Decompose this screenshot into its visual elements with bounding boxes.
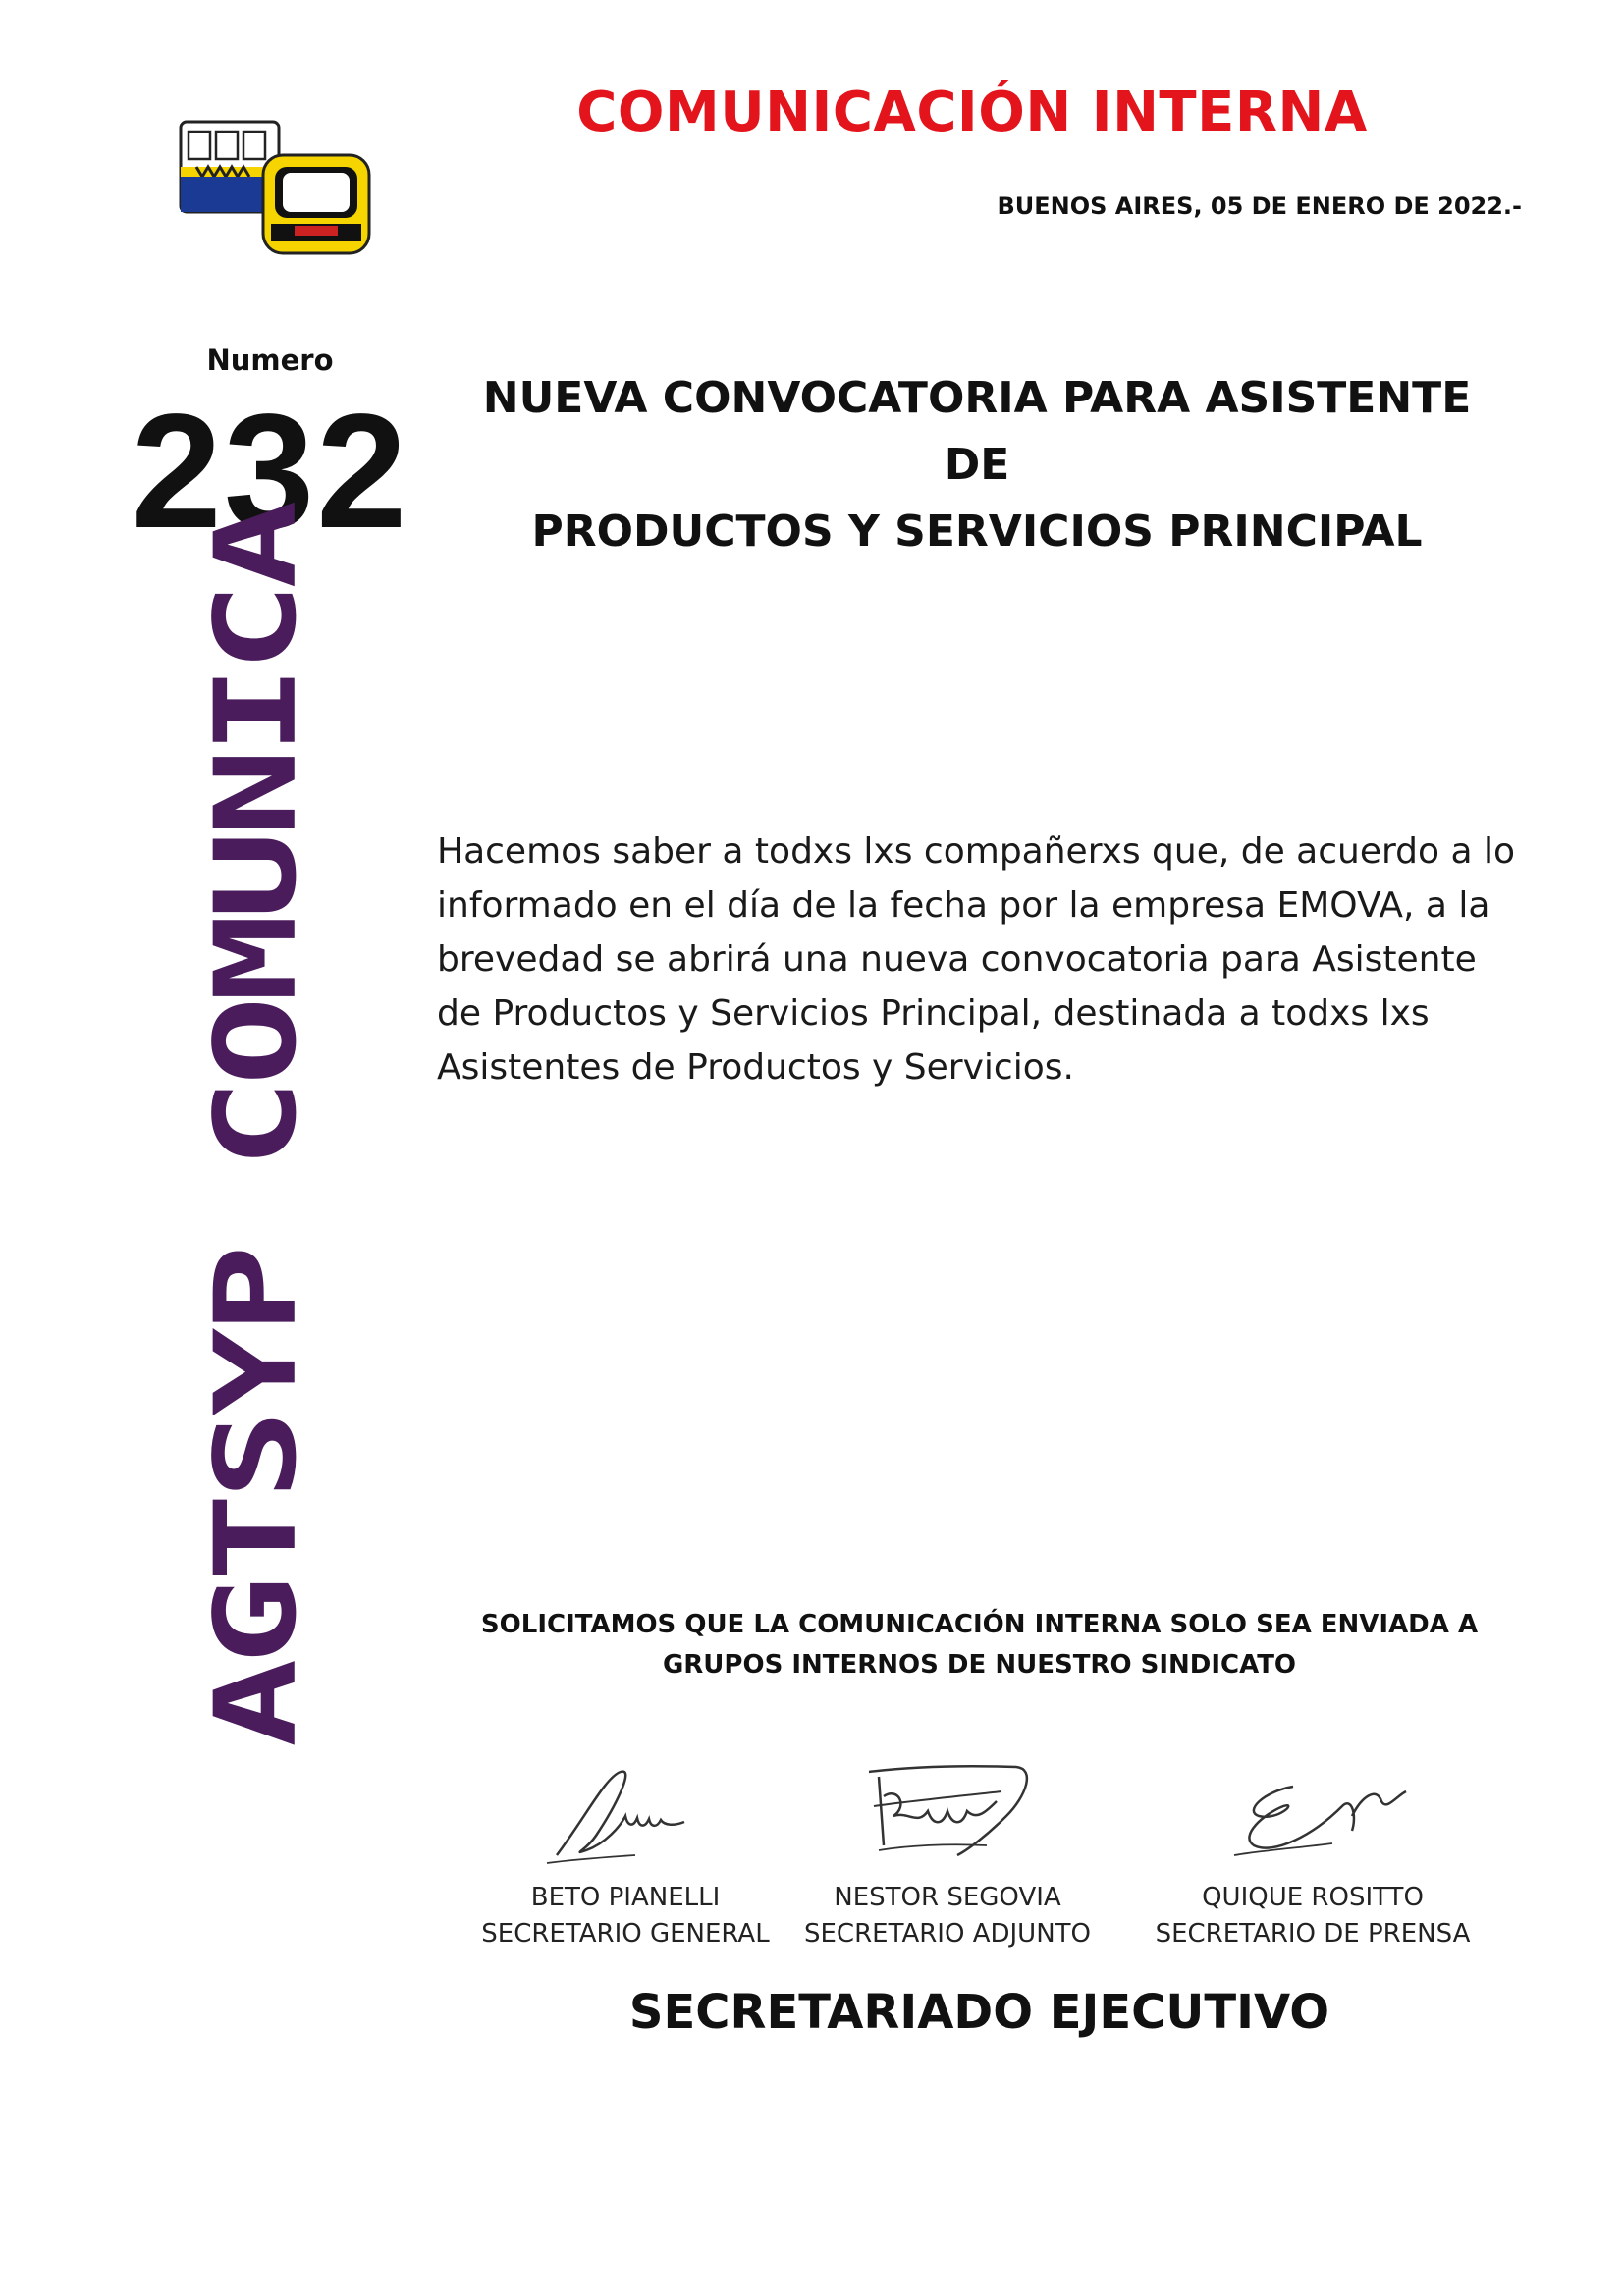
signatory-role: SECRETARIO ADJUNTO	[804, 1919, 1091, 1949]
signatory-role: SECRETARIO DE PRENSA	[1155, 1919, 1471, 1949]
body-line: Hacemos saber a todxs lxs compañerxs que, de acuerdo a lo	[437, 831, 1516, 872]
footer-signature-title: SECRETARIADO EJECUTIVO	[628, 1985, 1330, 2040]
signature-segovia-icon	[839, 1757, 1055, 1870]
body-line: brevedad se abrirá una nueva convocatoria para Asistente	[437, 939, 1477, 980]
vertical-brand-text	[183, 506, 330, 1747]
train-logo-icon	[177, 116, 378, 258]
signatory-role: SECRETARIO GENERAL	[481, 1919, 770, 1949]
signatory-name: QUIQUE ROSITTO	[1202, 1883, 1424, 1912]
signature-block	[1151, 1757, 1475, 1952]
body-line: informado en el día de la fecha por la empresa EMOVA, a la	[437, 885, 1490, 926]
body-line: Asistentes de Productos y Servicios.	[437, 1047, 1074, 1088]
subject-heading	[447, 365, 1507, 565]
subject-line: NUEVA CONVOCATORIA PARA ASISTENTE DE	[482, 373, 1472, 490]
subject-line: PRODUCTOS Y SERVICIOS PRINCIPAL	[531, 507, 1423, 557]
signature-block	[785, 1757, 1109, 1952]
number-label: Numero	[206, 344, 334, 377]
body-line: de Productos y Servicios Principal, destinada a todxs lxs	[437, 993, 1430, 1034]
document-date: BUENOS AIRES, 05 DE ENERO DE 2022.-	[997, 192, 1522, 220]
signature-pianelli-icon	[527, 1757, 724, 1870]
brand-text: AGTSYP COMUNICA	[190, 506, 322, 1747]
signatory-name: NESTOR SEGOVIA	[834, 1883, 1061, 1912]
distribution-notice	[447, 1605, 1512, 1685]
document-title: COMUNICACIÓN INTERNA	[576, 80, 1368, 144]
body-paragraph	[437, 825, 1537, 1095]
notice-line: SOLICITAMOS QUE LA COMUNICACIÓN INTERNA SOLO SEA ENVIADA A	[480, 1610, 1479, 1639]
signature-rositto-icon	[1205, 1757, 1421, 1870]
number-value: 232	[131, 381, 409, 562]
notice-line: GRUPOS INTERNOS DE NUESTRO SINDICATO	[662, 1650, 1297, 1680]
signatory-name: BETO PIANELLI	[530, 1883, 721, 1912]
signature-block	[463, 1757, 787, 1952]
